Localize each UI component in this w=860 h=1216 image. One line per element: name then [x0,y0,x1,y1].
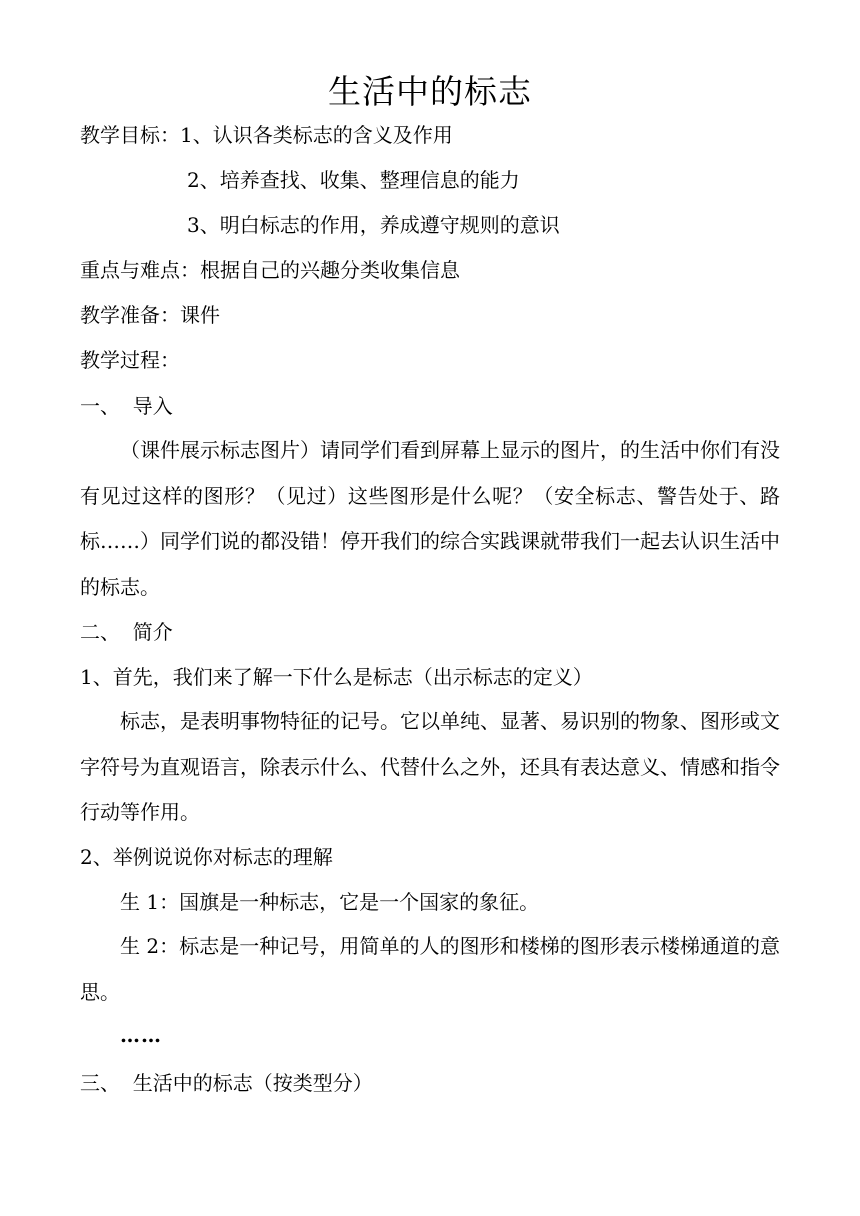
teaching-preparation: 教学准备：课件 [80,303,220,327]
student-2-answer: 生 2：标志是一种记号，用简单的人的图形和楼梯的图形表示楼梯通道的意思。 [80,934,780,1004]
section-2-heading: 二、 简介 [80,620,173,644]
definition-intro-item: 1、首先，我们来了解一下什么是标志（出示标志的定义） [80,665,593,689]
document-title: 生活中的标志 [328,72,532,111]
objective-item-1: 1、认识各类标志的含义及作用 [180,123,453,147]
ellipsis: …… [120,1023,162,1047]
teaching-process-label: 教学过程： [80,348,180,372]
objective-item-3: 3、明白标志的作用，养成遵守规则的意识 [187,213,560,237]
objectives-line [80,120,453,150]
key-points: 重点与难点：根据自己的兴趣分类收集信息 [80,258,460,282]
objective-item-2: 2、培养查找、收集、整理信息的能力 [187,168,520,192]
objectives-label: 教学目标： [80,123,180,147]
definition-paragraph: 标志，是表明事物特征的记号。它以单纯、显著、易识别的物象、图形或文字符号为直观语言，除表示什么、代替什么之外，还具有表达意义、情感和指令行动等作用。 [80,709,780,824]
section-3-heading: 三、 生活中的标志（按类型分） [80,1071,373,1095]
student-1-answer: 生 1：国旗是一种标志，它是一个国家的象征。 [120,890,540,914]
section-1-paragraph: （课件展示标志图片）请同学们看到屏幕上显示的图片，的生活中你们有没有见过这样的图形？（见过）这些图形是什么呢？（安全标志、警告处于、路标……）同学们说的都没错！停开我们的综合实践课就带我们一起去认识生活中的标志。 [80,438,780,599]
section-1-heading: 一、 导入 [80,394,173,418]
understanding-item: 2、举例说说你对标志的理解 [80,845,333,869]
